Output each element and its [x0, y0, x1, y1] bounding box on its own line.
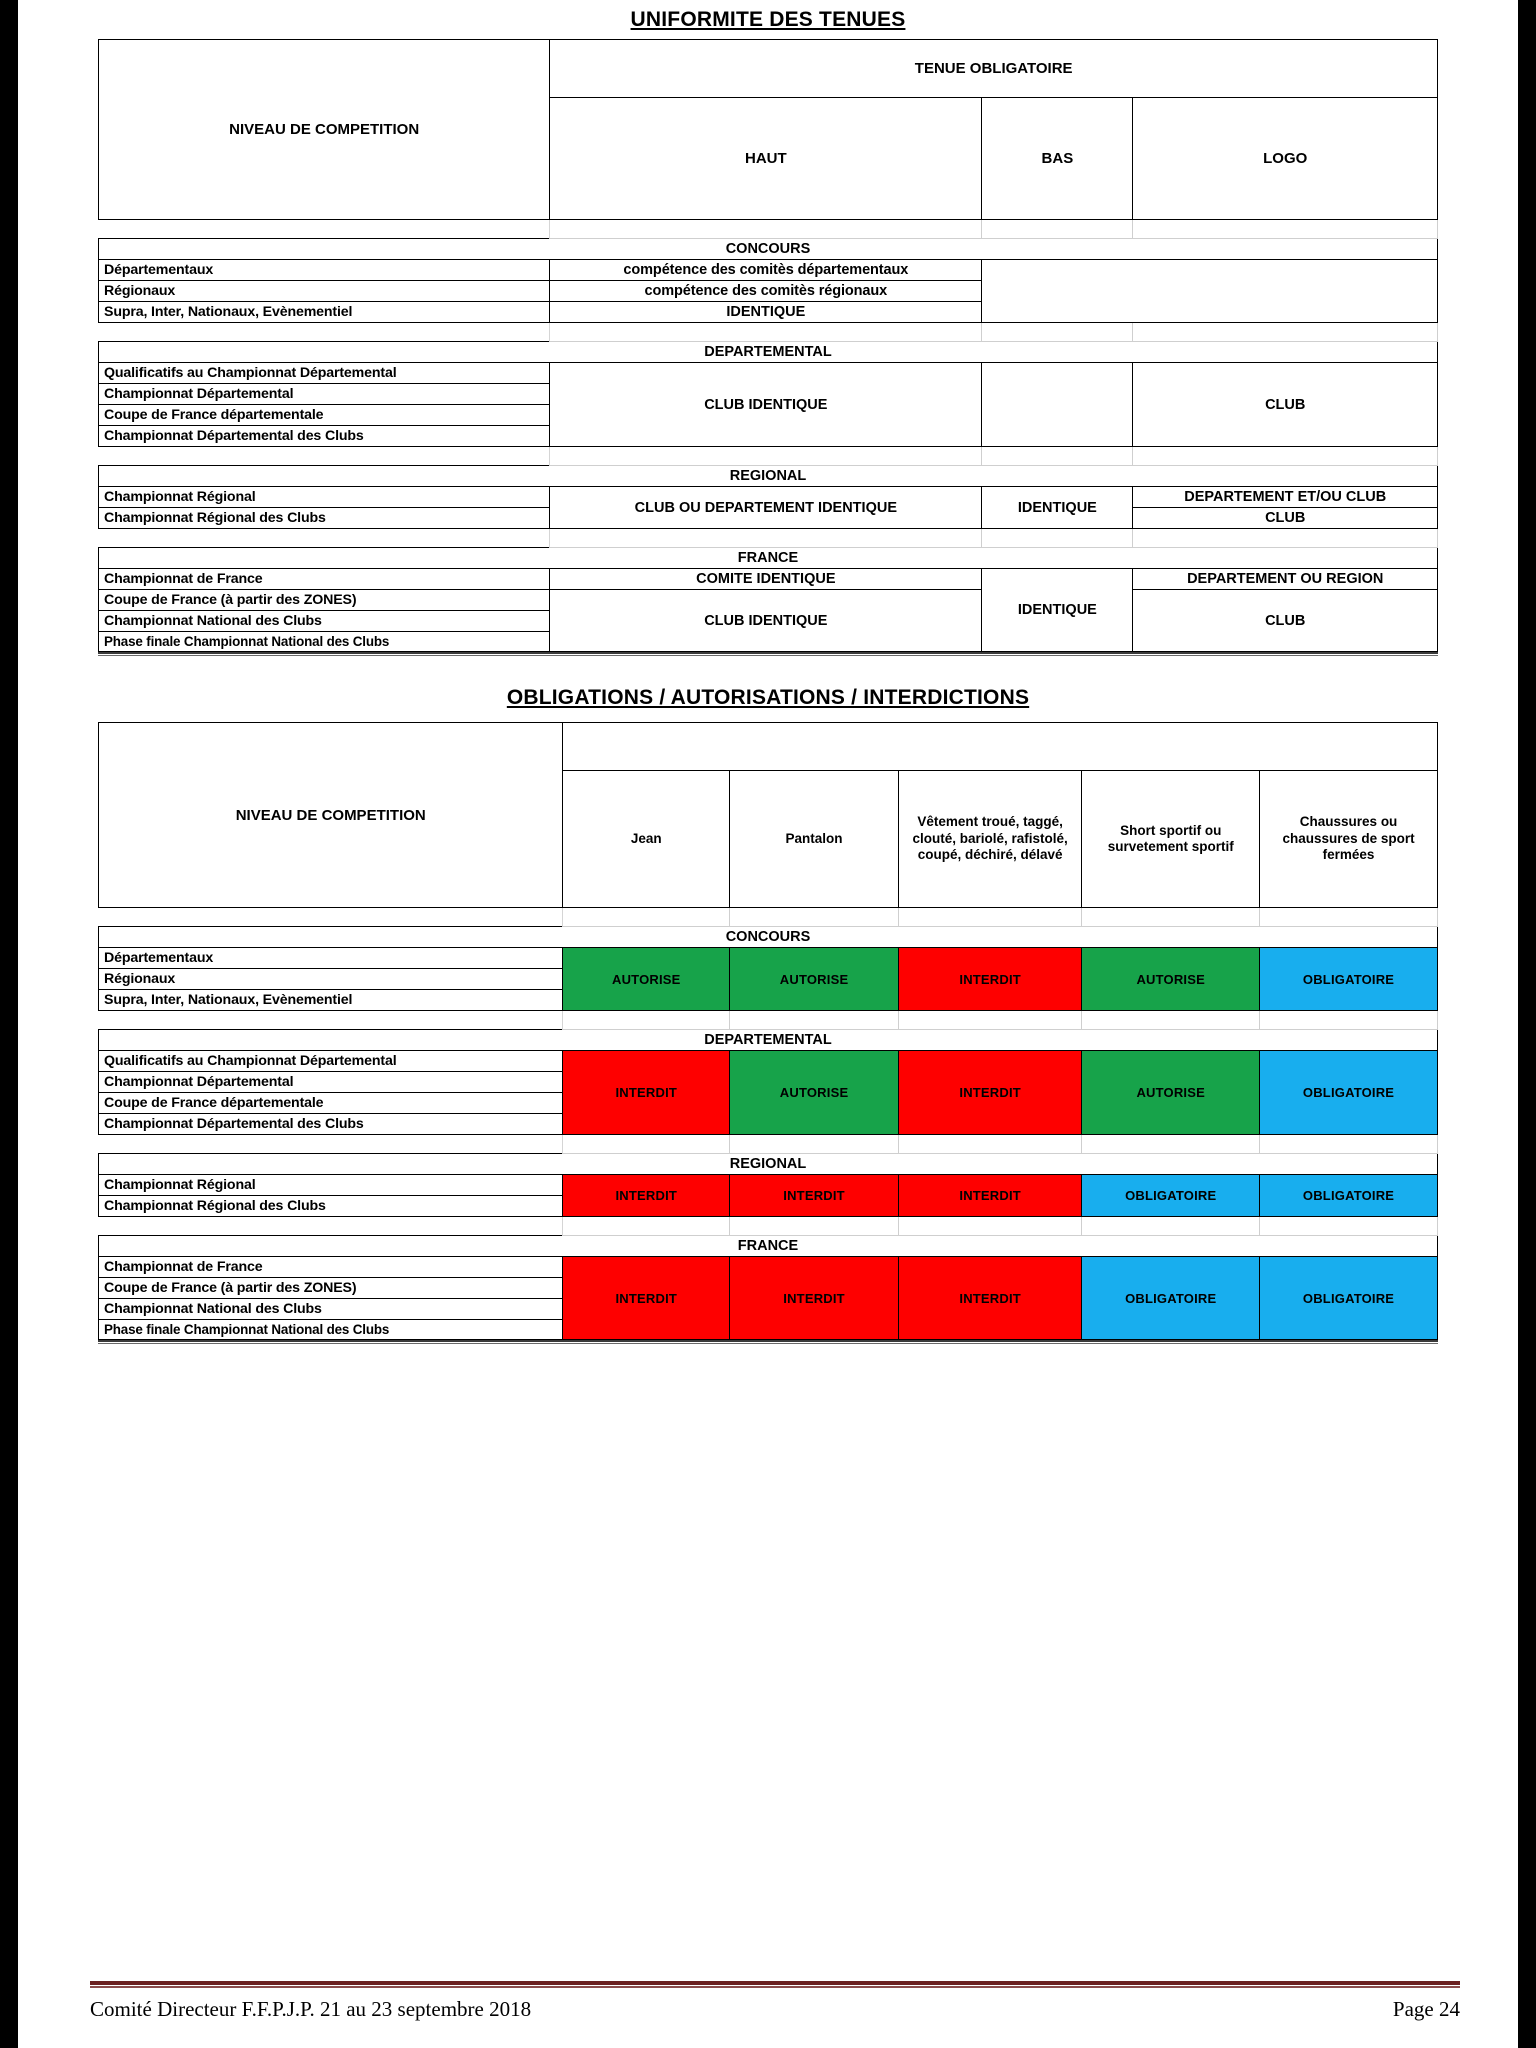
section-band-row — [99, 548, 1438, 569]
section-band-row — [99, 1236, 1438, 1257]
spacer-cell — [1260, 908, 1438, 927]
status-cell-short-survetement: AUTORISE — [1082, 948, 1260, 1011]
status-cell-short-survetement: OBLIGATOIRE — [1082, 1175, 1260, 1217]
table-uniformite-des-tenues — [98, 39, 1438, 652]
status-cell-chaussures: OBLIGATOIRE — [1260, 948, 1438, 1011]
row-label: Coupe de France (à partir des ZONES) — [99, 590, 550, 611]
cell-logo: CLUB — [1133, 508, 1438, 529]
spacer-cell — [730, 1217, 899, 1236]
spacer-cell — [550, 447, 982, 466]
spacer-cell — [99, 447, 550, 466]
spacer-row — [99, 529, 1438, 548]
header-col-haut: HAUT — [550, 98, 982, 220]
spacer-cell — [1260, 1217, 1438, 1236]
row-label: Championnat Départemental des Clubs — [99, 1114, 563, 1135]
row-label: Championnat Régional — [99, 487, 550, 508]
status-cell-vetement-degrade: INTERDIT — [899, 1051, 1082, 1135]
spacer-cell — [1260, 1135, 1438, 1154]
spacer-cell — [1133, 447, 1438, 466]
table-row — [99, 569, 1438, 590]
table-row — [99, 1257, 1438, 1278]
row-label: Championnat Départemental — [99, 384, 550, 405]
table-row — [99, 260, 1438, 281]
row-label: Régionaux — [99, 969, 563, 990]
spacer-cell — [730, 908, 899, 927]
table-row — [99, 40, 1438, 98]
spacer-cell — [899, 908, 1082, 927]
status-cell-pantalon: AUTORISE — [730, 1051, 899, 1135]
row-label: Coupe de France (à partir des ZONES) — [99, 1278, 563, 1299]
header-col-chaussures: Chaussures ou chaussures de sport fermées — [1260, 771, 1438, 908]
cell-bas: IDENTIQUE — [982, 569, 1133, 652]
row-label: Championnat Régional des Clubs — [99, 1196, 563, 1217]
status-cell-vetement-degrade: INTERDIT — [899, 1257, 1082, 1340]
spacer-row — [99, 1135, 1438, 1154]
row-label: Qualificatifs au Championnat Départemental — [99, 363, 550, 384]
spacer-cell — [563, 1217, 730, 1236]
page-title-obligations: OBLIGATIONS / AUTORISATIONS / INTERDICTIONS — [506, 686, 1030, 709]
band-concours: CONCOURS — [99, 239, 1438, 260]
cell-haut: COMITE IDENTIQUE — [550, 569, 982, 590]
cell-haut: compétence des comitès régionaux — [550, 281, 982, 302]
footer-rule — [90, 1981, 1460, 1988]
row-label: Départementaux — [99, 260, 550, 281]
spacer-row — [99, 1217, 1438, 1236]
section-band-row — [99, 1154, 1438, 1175]
status-cell-chaussures: OBLIGATOIRE — [1260, 1175, 1438, 1217]
spacer-cell — [99, 1217, 563, 1236]
band-concours-2: CONCOURS — [99, 927, 1438, 948]
cell-haut: IDENTIQUE — [550, 302, 982, 323]
status-cell-jean: INTERDIT — [563, 1175, 730, 1217]
row-label: Qualificatifs au Championnat Départemental — [99, 1051, 563, 1072]
section-band-row — [99, 466, 1438, 487]
spacer-cell — [99, 529, 550, 548]
footer-page-number: Page 24 — [1392, 1997, 1460, 2021]
status-cell-short-survetement: AUTORISE — [1082, 1051, 1260, 1135]
row-label: Championnat Régional — [99, 1175, 563, 1196]
status-cell-pantalon: AUTORISE — [730, 948, 899, 1011]
table-obligations-autorisations-interdictions — [98, 722, 1438, 1340]
header-tenue-obligatoire: TENUE OBLIGATOIRE — [550, 40, 1438, 98]
table2-bottom-rule — [98, 1340, 1438, 1344]
spacer-cell — [99, 1011, 563, 1030]
row-label: Championnat Départemental des Clubs — [99, 426, 550, 447]
header-col-pantalon: Pantalon — [730, 771, 899, 908]
spacer-cell — [99, 323, 550, 342]
spacer-cell — [1133, 529, 1438, 548]
table-row — [99, 723, 1438, 771]
status-cell-short-survetement: OBLIGATOIRE — [1082, 1257, 1260, 1340]
spacer-cell — [563, 1011, 730, 1030]
spacer-row — [99, 323, 1438, 342]
spacer-row — [99, 220, 1438, 239]
band-regional-2: REGIONAL — [99, 1154, 1438, 1175]
table-row — [99, 1051, 1438, 1072]
header-blank-spacer — [563, 723, 1438, 771]
status-cell-jean: INTERDIT — [563, 1257, 730, 1340]
spacer-cell — [550, 323, 982, 342]
header-niveau-de-competition-2: NIVEAU DE COMPETITION — [99, 723, 563, 908]
footer-left-text: Comité Directeur F.F.P.J.P. 21 au 23 septembre 2018 — [90, 1997, 532, 2021]
row-label: Supra, Inter, Nationaux, Evènementiel — [99, 990, 563, 1011]
table-row — [99, 590, 1438, 611]
row-label: Championnat National des Clubs — [99, 611, 550, 632]
page-footer — [90, 1981, 1460, 2022]
header-col-jean: Jean — [563, 771, 730, 908]
spacer-cell — [550, 220, 982, 239]
spacer-cell — [99, 220, 550, 239]
section-band-row — [99, 1030, 1438, 1051]
spacer-cell — [730, 1135, 899, 1154]
spacer-cell — [1133, 323, 1438, 342]
status-cell-vetement-degrade: INTERDIT — [899, 1175, 1082, 1217]
spacer-cell — [1082, 908, 1260, 927]
band-departemental-2: DEPARTEMENTAL — [99, 1030, 1438, 1051]
spacer-cell — [563, 1135, 730, 1154]
band-departemental: DEPARTEMENTAL — [99, 342, 1438, 363]
section-band-row — [99, 239, 1438, 260]
row-label: Championnat Régional des Clubs — [99, 508, 550, 529]
cell-haut: CLUB OU DEPARTEMENT IDENTIQUE — [550, 487, 982, 529]
cell-logo: DEPARTEMENT ET/OU CLUB — [1133, 487, 1438, 508]
spacer-row — [99, 447, 1438, 466]
band-regional: REGIONAL — [99, 466, 1438, 487]
band-france-2: FRANCE — [99, 1236, 1438, 1257]
table-row — [99, 948, 1438, 969]
cell-hatched-na — [982, 363, 1133, 447]
spacer-cell — [1082, 1135, 1260, 1154]
cell-haut: compétence des comitès départementaux — [550, 260, 982, 281]
header-niveau-de-competition: NIVEAU DE COMPETITION — [99, 40, 550, 220]
spacer-cell — [899, 1217, 1082, 1236]
spacer-cell — [982, 529, 1133, 548]
cell-logo: DEPARTEMENT OU REGION — [1133, 569, 1438, 590]
spacer-cell — [550, 529, 982, 548]
status-cell-jean: AUTORISE — [563, 948, 730, 1011]
table-row — [99, 487, 1438, 508]
cell-hatched-na — [982, 260, 1438, 323]
status-cell-jean: INTERDIT — [563, 1051, 730, 1135]
status-cell-pantalon: INTERDIT — [730, 1175, 899, 1217]
spacer-cell — [1260, 1011, 1438, 1030]
cell-bas: IDENTIQUE — [982, 487, 1133, 529]
spacer-cell — [1133, 220, 1438, 239]
row-label: Départementaux — [99, 948, 563, 969]
spacer-cell — [1082, 1217, 1260, 1236]
spacer-cell — [99, 908, 563, 927]
page-title-uniformite: UNIFORMITE DES TENUES — [630, 8, 906, 31]
header-col-logo: LOGO — [1133, 98, 1438, 220]
document-page — [18, 0, 1518, 2048]
status-cell-vetement-degrade: INTERDIT — [899, 948, 1082, 1011]
header-col-short-survetement: Short sportif ou survetement sportif — [1082, 771, 1260, 908]
spacer-row — [99, 1011, 1438, 1030]
row-label: Phase finale Championnat National des Clubs — [99, 1320, 563, 1340]
section-band-row — [99, 927, 1438, 948]
header-col-bas: BAS — [982, 98, 1133, 220]
row-label: Championnat de France — [99, 1257, 563, 1278]
cell-logo: CLUB — [1133, 590, 1438, 652]
spacer-cell — [899, 1135, 1082, 1154]
table-row — [99, 363, 1438, 384]
cell-logo: CLUB — [1133, 363, 1438, 447]
spacer-cell — [563, 908, 730, 927]
section-band-row — [99, 342, 1438, 363]
row-label: Championnat Départemental — [99, 1072, 563, 1093]
cell-haut: CLUB IDENTIQUE — [550, 363, 982, 447]
row-label: Championnat de France — [99, 569, 550, 590]
table-row — [99, 1175, 1438, 1196]
band-france: FRANCE — [99, 548, 1438, 569]
spacer-cell — [899, 1011, 1082, 1030]
row-label: Coupe de France départementale — [99, 1093, 563, 1114]
row-label: Régionaux — [99, 281, 550, 302]
status-cell-chaussures: OBLIGATOIRE — [1260, 1257, 1438, 1340]
cell-haut: CLUB IDENTIQUE — [550, 590, 982, 652]
header-col-vetement-degrade: Vêtement troué, taggé, clouté, bariolé, rafistolé, coupé, déchiré, délavé — [899, 771, 1082, 908]
row-label: Championnat National des Clubs — [99, 1299, 563, 1320]
row-label: Supra, Inter, Nationaux, Evènementiel — [99, 302, 550, 323]
spacer-row — [99, 908, 1438, 927]
row-label: Coupe de France départementale — [99, 405, 550, 426]
spacer-cell — [99, 1135, 563, 1154]
row-label: Phase finale Championnat National des Clubs — [99, 632, 550, 652]
spacer-cell — [982, 323, 1133, 342]
spacer-cell — [1082, 1011, 1260, 1030]
status-cell-pantalon: INTERDIT — [730, 1257, 899, 1340]
spacer-cell — [982, 220, 1133, 239]
spacer-cell — [982, 447, 1133, 466]
spacer-cell — [730, 1011, 899, 1030]
status-cell-chaussures: OBLIGATOIRE — [1260, 1051, 1438, 1135]
